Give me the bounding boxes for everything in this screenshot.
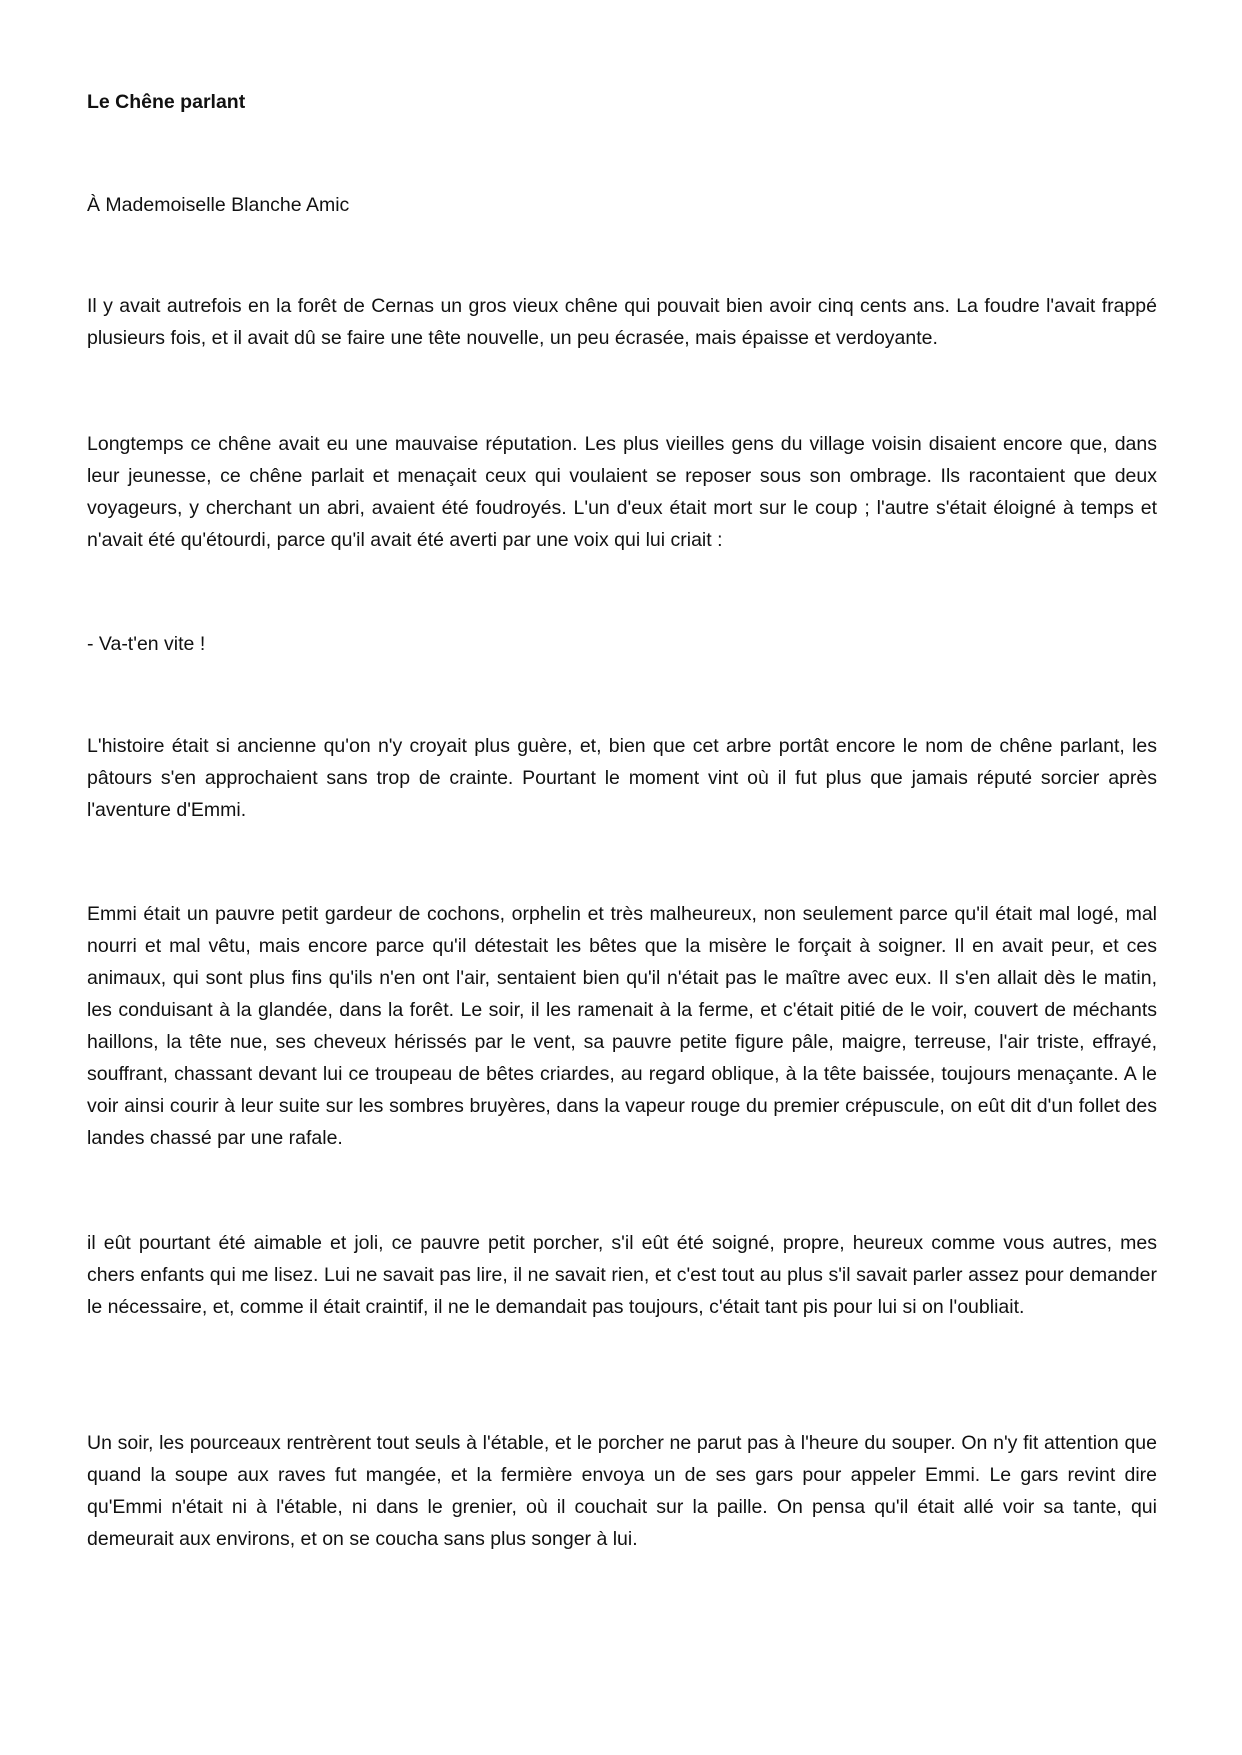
paragraph-2: Longtemps ce chêne avait eu une mauvaise réputation. Les plus vieilles gens du village voisin disaient encore que, dans leur jeunesse, ce chêne parlait et menaçait ceux qui voulaient se reposer sous son ombrage. Ils racontaient que deux voyageurs, y cherchant un abri, avaient été foudroyés. L'un d'eux était mort sur le coup ; l'autre s'était éloigné à temps et n'avait été qu'étourdi, parce qu'il avait été averti par une voix qui lui criait : [87,433,1157,551]
document-title: Le Chêne parlant [87,91,246,113]
paragraph-5: Emmi était un pauvre petit gardeur de cochons, orphelin et très malheureux, non seulement parce qu'il était mal logé, mal nourri et mal vêtu, mais encore parce qu'il détestait les bêtes que la misère le forçait à soigner. Il en avait peur, et ces animaux, qui sont plus fins qu'ils n'en ont l'air, sentaient bien qu'il n'était pas le maître avec eux. Il s'en allait dès le matin, les conduisant à la glandée, dans la forêt. Le soir, il les ramenait à la ferme, et c'était pitié de le voir, couvert de méchants haillons, la tête nue, ses cheveux hérissés par le vent, sa pauvre petite figure pâle, maigre, terreuse, l'air triste, effrayé, souffrant, chassant devant lui ce troupeau de bêtes criardes, au regard oblique, à la tête baissée, toujours menaçante. A le voir ainsi courir à leur suite sur les sombres bruyères, dans la vapeur rouge du premier crépuscule, on eût dit d'un follet des landes chassé par une rafale. [87,903,1157,1149]
paragraph-6: il eût pourtant été aimable et joli, ce pauvre petit porcher, s'il eût été soigné, propre, heureux comme vous autres, mes chers enfants qui me lisez. Lui ne savait pas lire, il ne savait rien, et c'est tout au plus s'il savait parler assez pour demander le nécessaire, et, comme il était craintif, il ne le demandait pas toujours, c'était tant pis pour lui si on l'oubliait. [87,1232,1157,1318]
dedication: À Mademoiselle Blanche Amic [87,194,350,216]
paragraph-1: Il y avait autrefois en la forêt de Cernas un gros vieux chêne qui pouvait bien avoir cinq cents ans. La foudre l'avait frappé plusieurs fois, et il avait dû se faire une tête nouvelle, un peu écrasée, mais épaisse et verdoyante. [87,295,1157,349]
paragraph-4: L'histoire était si ancienne qu'on n'y croyait plus guère, et, bien que cet arbre portât encore le nom de chêne parlant, les pâtours s'en approchaient sans trop de crainte. Pourtant le moment vint où il fut plus que jamais réputé sorcier après l'aventure d'Emmi. [87,735,1157,821]
paragraph-7: Un soir, les pourceaux rentrèrent tout seuls à l'étable, et le porcher ne parut pas à l'heure du souper. On n'y fit attention que quand la soupe aux raves fut mangée, et la fermière envoya un de ses gars pour appeler Emmi. Le gars revint dire qu'Emmi n'était ni à l'étable, ni dans le grenier, où il couchait sur la paille. On pensa qu'il était allé voir sa tante, qui demeurait aux environs, et on se coucha sans plus songer à lui. [87,1432,1157,1550]
paragraph-3-dialogue: - Va-t'en vite ! [87,633,206,655]
